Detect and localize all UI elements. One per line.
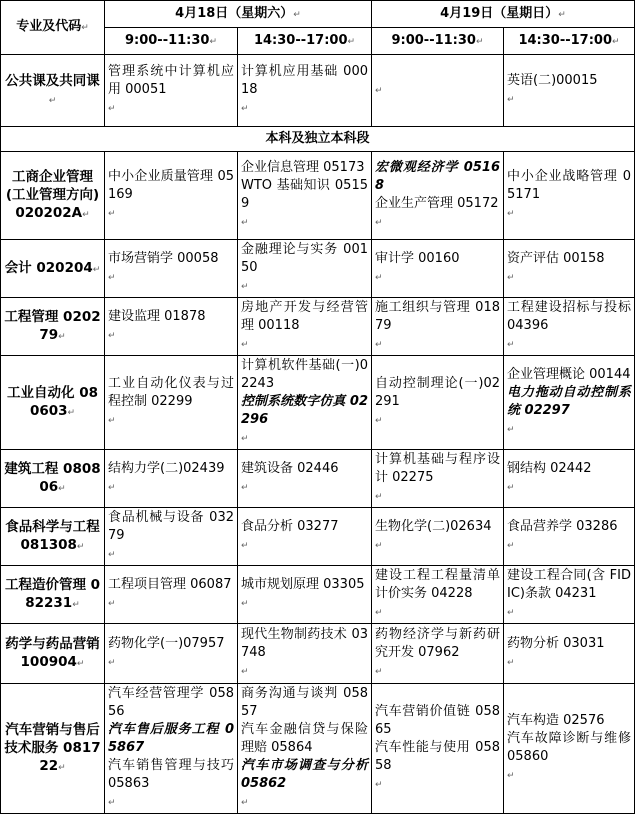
major-label (1, 356, 105, 450)
paragraph-mark: ↵ (507, 658, 515, 668)
paragraph-mark: ↵ (507, 425, 515, 435)
course-entry: 汽车金融信贷与保险理赔 05864 (241, 722, 368, 755)
course-entry: 药物化学(一)07957 (108, 636, 225, 651)
major-label (1, 508, 105, 566)
exam-cell (238, 55, 372, 127)
course-entry: 城市规划原理 03305 (241, 577, 365, 592)
course-entry: 药物分析 03031 (507, 636, 605, 651)
exam-cell (372, 684, 504, 814)
major-row (1, 508, 635, 566)
exam-cell (372, 55, 504, 127)
exam-cell (238, 298, 372, 356)
paragraph-mark: ↵ (92, 264, 101, 275)
day2-header: 4月19日（星期日）↵ (372, 1, 635, 28)
paragraph-mark: ↵ (58, 483, 66, 494)
major-label (1, 152, 105, 240)
course-entry: 工业自动化仪表与过程控制 02299 (108, 376, 234, 409)
paragraph-mark: ↵ (241, 667, 249, 677)
major-label (1, 55, 105, 127)
paragraph-mark: ↵ (108, 416, 116, 426)
exam-cell (504, 508, 635, 566)
exam-cell (372, 240, 504, 298)
course-entry: 汽车构造 02576 (507, 713, 605, 728)
course-entry: 电力拖动自动控制系统 02297 (507, 385, 631, 418)
paragraph-mark: ↵ (375, 273, 383, 283)
course-entry: 食品分析 03277 (241, 519, 339, 534)
paragraph-mark: ↵ (507, 95, 515, 105)
paragraph-mark: ↵ (241, 434, 249, 444)
paragraph-mark: ↵ (76, 541, 85, 552)
paragraph-mark: ↵ (67, 407, 76, 418)
day1-header: 4月18日（星期六）↵ (105, 1, 372, 28)
paragraph-mark: ↵ (48, 95, 57, 106)
course-entry: 企业信息管理 05173 (241, 160, 365, 175)
paragraph-mark: ↵ (507, 608, 515, 618)
exam-cell (238, 356, 372, 450)
exam-cell (372, 450, 504, 508)
exam-cell (504, 240, 635, 298)
course-entry: 工程项目管理 06087 (108, 577, 232, 592)
course-entry: 汽车售后服务工程 05867 (108, 722, 234, 755)
course-entry: 中小企业战略管理 05171 (507, 169, 631, 202)
exam-cell (105, 55, 238, 127)
exam-cell (105, 298, 238, 356)
exam-cell (238, 566, 372, 624)
major-label-text: 工业自动化 080603 (7, 384, 98, 419)
course-entry: 计算机软件基础(一)02243 (241, 358, 368, 391)
course-entry: 宏微观经济学 05168 (375, 160, 500, 193)
major-label-text: 工程管理 020279 (4, 308, 101, 343)
paragraph-mark: ↵ (507, 209, 515, 219)
paragraph-mark: ↵ (241, 483, 249, 493)
course-entry: 自动控制理论(一)02291 (375, 376, 500, 409)
course-entry: 金融理论与实务 00150 (241, 242, 368, 275)
section-title-text: 本科及独立本科段 (265, 131, 370, 146)
course-entry: 企业管理概论 00144 (507, 367, 631, 382)
course-entry: 结构力学(二)02439 (108, 461, 225, 476)
major-label-text: 工程造价管理 082231 (4, 576, 101, 611)
paragraph-mark: ↵ (375, 541, 383, 551)
session-header: 14:30--17:00↵ (504, 28, 635, 55)
paragraph-mark: ↵ (507, 273, 515, 283)
paragraph-mark: ↵ (507, 541, 515, 551)
major-label-text: 药学与药品营销 100904 (5, 635, 100, 670)
paragraph-mark: ↵ (375, 492, 383, 502)
exam-cell (504, 450, 635, 508)
course-entry: 中小企业质量管理 05169 (108, 169, 234, 202)
paragraph-mark: ↵ (375, 86, 383, 96)
major-label-text: 食品科学与工程 081308 (5, 518, 100, 553)
course-entry: 资产评估 00158 (507, 251, 605, 266)
course-entry: 食品机械与设备 03279 (108, 510, 234, 543)
course-entry: 商务沟通与谈判 05857 (241, 686, 368, 719)
header-row-dates (1, 1, 635, 28)
major-row (1, 450, 635, 508)
exam-cell (504, 566, 635, 624)
course-entry: 市场营销学 00058 (108, 251, 219, 266)
major-row (1, 55, 635, 127)
paragraph-mark: ↵ (108, 658, 116, 668)
paragraph-mark: ↵ (82, 209, 90, 220)
exam-cell (105, 356, 238, 450)
exam-cell (238, 152, 372, 240)
schedule-body (1, 1, 635, 814)
course-entry: WTO 基础知识 05159 (241, 178, 368, 211)
course-entry: 汽车性能与使用 05858 (375, 740, 500, 773)
course-entry: 建筑设备 02446 (241, 461, 339, 476)
exam-cell (504, 624, 635, 684)
major-label-text: 工商企业管理(工业管理方向) 020202A (5, 168, 100, 221)
major-row (1, 240, 635, 298)
exam-cell (372, 624, 504, 684)
major-row (1, 624, 635, 684)
course-entry: 现代生物制药技术 03748 (241, 627, 368, 660)
course-entry: 建设工程工程量清单计价实务 04228 (375, 568, 500, 601)
major-label (1, 684, 105, 814)
course-entry: 管理系统中计算机应用 00051 (108, 64, 234, 97)
course-entry: 汽车故障诊断与维修 05860 (507, 731, 631, 764)
paragraph-mark: ↵ (108, 550, 116, 560)
paragraph-mark: ↵ (507, 771, 515, 781)
major-row (1, 566, 635, 624)
exam-cell (105, 624, 238, 684)
session-header: 9:00--11:30↵ (372, 28, 504, 55)
course-entry: 计算机应用基础 00018 (241, 64, 368, 97)
major-row (1, 356, 635, 450)
major-row (1, 298, 635, 356)
course-entry: 生物化学(二)02634 (375, 519, 492, 534)
section-row (1, 127, 635, 152)
course-entry: 汽车销售管理与技巧 05863 (108, 758, 234, 791)
paragraph-mark: ↵ (108, 483, 116, 493)
course-entry: 药物经济学与新药研究开发 07962 (375, 627, 500, 660)
major-label (1, 566, 105, 624)
paragraph-mark: ↵ (241, 541, 249, 551)
exam-cell (504, 684, 635, 814)
paragraph-mark: ↵ (108, 104, 116, 114)
course-entry: 工程建设招标与投标 04396 (507, 300, 631, 333)
exam-cell (504, 298, 635, 356)
exam-cell (105, 684, 238, 814)
paragraph-mark: ↵ (58, 762, 66, 773)
major-code-header: 专业及代码↵ (1, 1, 105, 55)
major-label (1, 240, 105, 298)
exam-cell (372, 298, 504, 356)
major-label (1, 298, 105, 356)
paragraph-mark: ↵ (507, 340, 515, 350)
course-entry: 钢结构 02442 (507, 461, 592, 476)
paragraph-mark: ↵ (241, 282, 249, 292)
exam-cell (238, 624, 372, 684)
exam-cell (504, 356, 635, 450)
paragraph-mark: ↵ (72, 599, 80, 610)
major-label-text: 会计 020204 (4, 259, 93, 276)
paragraph-mark: ↵ (108, 209, 116, 219)
major-row (1, 684, 635, 814)
paragraph-mark: ↵ (58, 331, 66, 342)
major-label-text: 公共课及共同课 (5, 72, 100, 89)
exam-cell (504, 152, 635, 240)
paragraph-mark: ↵ (76, 658, 85, 669)
course-entry: 建设监理 01878 (108, 309, 206, 324)
exam-cell (105, 152, 238, 240)
exam-cell (238, 450, 372, 508)
exam-cell (105, 450, 238, 508)
course-entry: 房地产开发与经营管理 00118 (241, 300, 368, 333)
paragraph-mark: ↵ (375, 218, 383, 228)
major-row (1, 152, 635, 240)
major-label-text: 汽车营销与售后技术服务 081722 (4, 721, 101, 774)
course-entry: 汽车营销价值链 05865 (375, 704, 500, 737)
paragraph-mark: ↵ (507, 483, 515, 493)
paragraph-mark: ↵ (375, 416, 383, 426)
exam-cell (372, 356, 504, 450)
major-label-text: 建筑工程 080806 (4, 460, 101, 495)
paragraph-mark: ↵ (241, 798, 249, 808)
course-entry: 施工组织与管理 01879 (375, 300, 500, 333)
course-entry: 英语(二)00015 (507, 73, 598, 88)
paragraph-mark: ↵ (108, 331, 116, 341)
paragraph-mark: ↵ (241, 340, 249, 350)
exam-cell (238, 508, 372, 566)
course-entry: 控制系统数字仿真 02296 (241, 394, 368, 427)
paragraph-mark: ↵ (241, 104, 249, 114)
exam-cell (105, 508, 238, 566)
paragraph-mark: ↵ (108, 599, 116, 609)
paragraph-mark: ↵ (375, 608, 383, 618)
course-entry: 汽车市场调查与分析 05862 (241, 758, 368, 791)
major-label (1, 450, 105, 508)
exam-cell (372, 152, 504, 240)
exam-cell (504, 55, 635, 127)
paragraph-mark: ↵ (375, 780, 383, 790)
exam-cell (372, 508, 504, 566)
exam-cell (372, 566, 504, 624)
exam-cell (238, 240, 372, 298)
course-entry: 建设工程合同(含 FIDIC)条款 04231 (507, 568, 631, 601)
session-header: 9:00--11:30↵ (105, 28, 238, 55)
course-entry: 汽车经营管理学 05856 (108, 686, 234, 719)
course-entry: 食品营养学 03286 (507, 519, 618, 534)
course-entry: 审计学 00160 (375, 251, 460, 266)
course-entry: 计算机基础与程序设计 02275 (375, 452, 500, 485)
section-title (1, 127, 635, 152)
paragraph-mark: ↵ (108, 273, 116, 283)
paragraph-mark: ↵ (375, 667, 383, 677)
major-label (1, 624, 105, 684)
paragraph-mark: ↵ (108, 798, 116, 808)
paragraph-mark: ↵ (241, 218, 249, 228)
exam-cell (105, 566, 238, 624)
paragraph-mark: ↵ (375, 340, 383, 350)
course-entry: 企业生产管理 05172 (375, 196, 499, 211)
paragraph-mark: ↵ (241, 599, 249, 609)
exam-cell (238, 684, 372, 814)
exam-cell (105, 240, 238, 298)
session-header: 14:30--17:00↵ (238, 28, 372, 55)
